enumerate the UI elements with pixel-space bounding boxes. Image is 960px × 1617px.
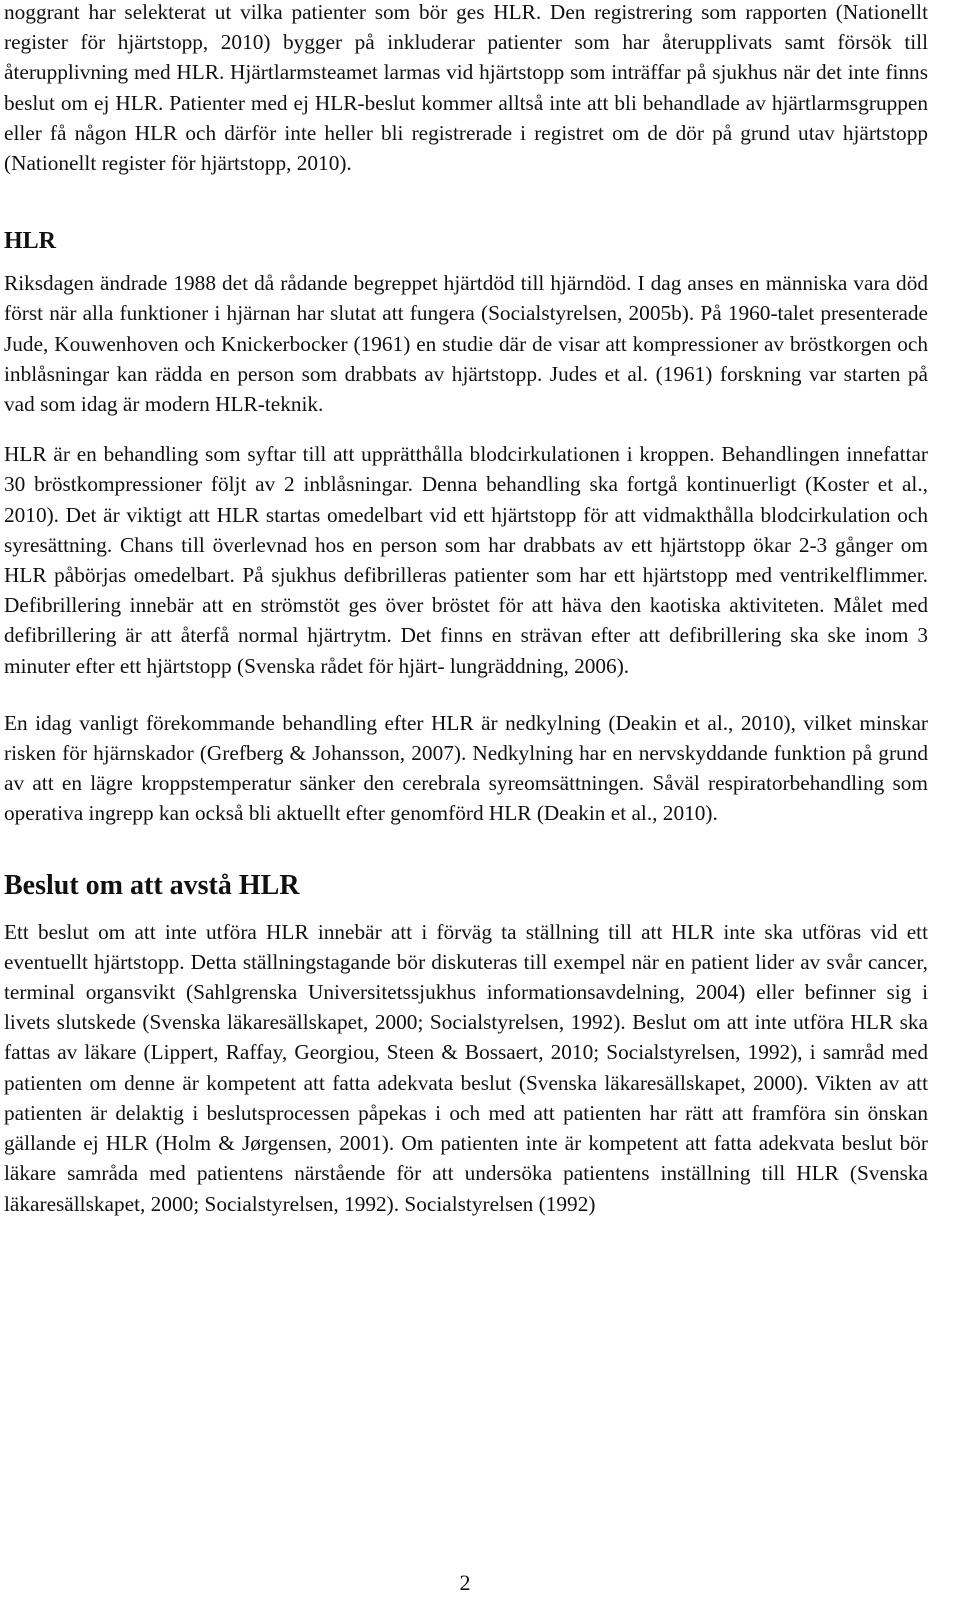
- paragraph-hlr-2: HLR är en behandling som syftar till att upprätthålla blodcirkulationen i kroppen. Behandlingen innefattar 30 bröstkompressioner följt av 2 inblåsningar. Denna behandling ska fortgå kontinuerligt (Koster et al., 2010). Det är viktigt att HLR startas omedelbart vid ett hjärtstopp för att vidmakthålla blodcirkulation och syresättning. Chans till överlevnad hos en person som har drabbats av ett hjärtstopp ökar 2-3 gånger om HLR påbörjas omedelbart. På sjukhus defibrilleras patienter som har ett hjärtstopp med ventrikelflimmer. Defibrillering innebär att en strömstöt ges över bröstet för att häva den kaotiska aktiviteten. Målet med defibrillering är att återfå normal hjärtrytm. Det finns en strävan efter att defibrillering ska ske inom 3 minuter efter ett hjärtstopp (Svenska rådet för hjärt- lungräddning, 2006).: [4, 442, 928, 678]
- paragraph-hlr-3: En idag vanligt förekommande behandling efter HLR är nedkylning (Deakin et al., 2010), vilket minskar risken för hjärnskador (Grefberg & Johansson, 2007). Nedkylning har en nervskyddande funktion på grund av att en lägre kroppstemperatur sänker den cerebrala syreomsättningen. Såväl respiratorbehandling som operativa ingrepp kan också bli aktuellt efter genomförd HLR (Deakin et al., 2010).: [4, 710, 928, 826]
- document-page: [4, 0, 928, 1219]
- paragraph-beslut-1: Ett beslut om att inte utföra HLR innebär att i förväg ta ställning till att HLR inte ska utföras vid ett eventuellt hjärtstopp. Detta ställningstagande bör diskuteras till exempel när en patient lider av svår cancer, terminal organsvikt (Sahlgrenska Universitetssjukhus informationsavdelning, 2004) eller befinner sig i livets slutskede (Svenska läkaresällskapet, 2000; Socialstyrelsen, 1992). Beslut om att inte utföra HLR ska fattas av läkare (Lippert, Raffay, Georgiou, Steen & Bossaert, 2010; Socialstyrelsen, 1992), i samråd med patienten om denne är kompetent att fatta adekvata beslut (Svenska läkaresällskapet, 2000). Vikten av att patienten är delaktig i beslutsprocessen påpekas i och med att patienten har rätt att framföra sin önskan gällande ej HLR (Holm & Jørgensen, 2001). Om patienten inte är kompetent att fatta adekvata beslut bör läkare samråda med patientens närstående för att undersöka patientens inställning till HLR (Svenska läkaresällskapet, 2000; Socialstyrelsen, 1992). Socialstyrelsen (1992): [4, 919, 928, 1216]
- page-number: 2: [459, 1570, 471, 1595]
- section-heading-beslut: Beslut om att avstå HLR: [4, 869, 300, 901]
- section-heading-hlr: HLR: [4, 228, 57, 255]
- paragraph-hlr-1: Riksdagen ändrade 1988 det då rådande begreppet hjärtdöd till hjärndöd. I dag anses en människa vara död först när alla funktioner i hjärnan har slutat att fungera (Socialstyrelsen, 2005b). På 1960-talet presenterade Jude, Kouwenhoven och Knickerbocker (1961) en studie där de visar att kompressioner av bröstkorgen och inblåsningar kan rädda en person som drabbats av hjärtstopp. Judes et al. (1961) forskning var starten på vad som idag är modern HLR-teknik.: [4, 271, 928, 417]
- paragraph-intro: noggrant har selekterat ut vilka patienter som bör ges HLR. Den registrering som rapporten (Nationellt register för hjärtstopp, 2010) bygger på inkluderar patienter som har återupplivats samt försök till återupplivning med HLR. Hjärtlarmsteamet larmas vid hjärtstopp som inträffar på sjukhus när det inte finns beslut om ej HLR. Patienter med ej HLR-beslut kommer alltså inte att bli behandlade av hjärtlarmsgruppen eller få någon HLR och därför inte heller bli registrerade i registret om de dör på grund utav hjärtstopp (Nationellt register för hjärtstopp, 2010).: [4, 0, 928, 176]
